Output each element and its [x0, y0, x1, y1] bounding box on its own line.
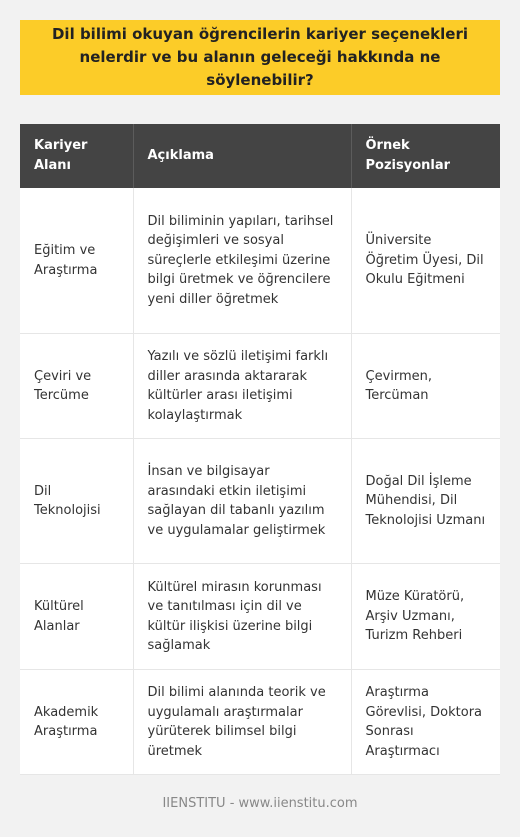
- column-header-description: Açıklama: [133, 124, 351, 188]
- description-cell: İnsan ve bilgisayar arasındaki etkin iletişimi sağlayan dil tabanlı yazılım ve uygulamalar geliştirmek: [133, 439, 351, 564]
- table-row: [20, 188, 500, 334]
- table-header-row: [20, 124, 500, 188]
- career-field-cell: Dil Teknolojisi: [20, 439, 133, 564]
- description-cell: Dil biliminin yapıları, tarihsel değişimleri ve sosyal süreçlerle etkileşimi üzerine bilgi üretmek ve öğrencilere yeni diller öğretmek: [133, 188, 351, 334]
- career-field-cell: Çeviri ve Tercüme: [20, 334, 133, 439]
- table-row: [20, 334, 500, 439]
- positions-cell: Araştırma Görevlisi, Doktora Sonrası Araştırmacı: [351, 670, 500, 775]
- column-header-career-field: Kariyer Alanı: [20, 124, 133, 188]
- table-row: [20, 439, 500, 564]
- positions-cell: Üniversite Öğretim Üyesi, Dil Okulu Eğitmeni: [351, 188, 500, 334]
- table-row: [20, 564, 500, 670]
- description-cell: Kültürel mirasın korunması ve tanıtılması için dil ve kültür ilişkisi üzerine bilgi sağlamak: [133, 564, 351, 670]
- career-field-cell: Eğitim ve Araştırma: [20, 188, 133, 334]
- page-title: Dil bilimi okuyan öğrencilerin kariyer seçenekleri nelerdir ve bu alanın geleceği hakkında ne söylenebilir?: [51, 25, 468, 89]
- career-table: [20, 124, 500, 775]
- positions-cell: Çevirmen, Tercüman: [351, 334, 500, 439]
- column-header-example-positions: Örnek Pozisyonlar: [351, 124, 500, 188]
- positions-cell: Doğal Dil İşleme Mühendisi, Dil Teknolojisi Uzmanı: [351, 439, 500, 564]
- career-field-cell: Kültürel Alanlar: [20, 564, 133, 670]
- description-cell: Dil bilimi alanında teorik ve uygulamalı araştırmalar yürüterek bilimsel bilgi üretmek: [133, 670, 351, 775]
- career-field-cell: Akademik Araştırma: [20, 670, 133, 775]
- table-row: [20, 670, 500, 775]
- positions-cell: Müze Küratörü, Arşiv Uzmanı, Turizm Rehberi: [351, 564, 500, 670]
- description-cell: Yazılı ve sözlü iletişimi farklı diller arasında aktararak kültürler arası iletişimi kolaylaştırmak: [133, 334, 351, 439]
- title-banner: [20, 20, 500, 95]
- footer-credit: IIENSTITU - www.iienstitu.com: [162, 796, 358, 811]
